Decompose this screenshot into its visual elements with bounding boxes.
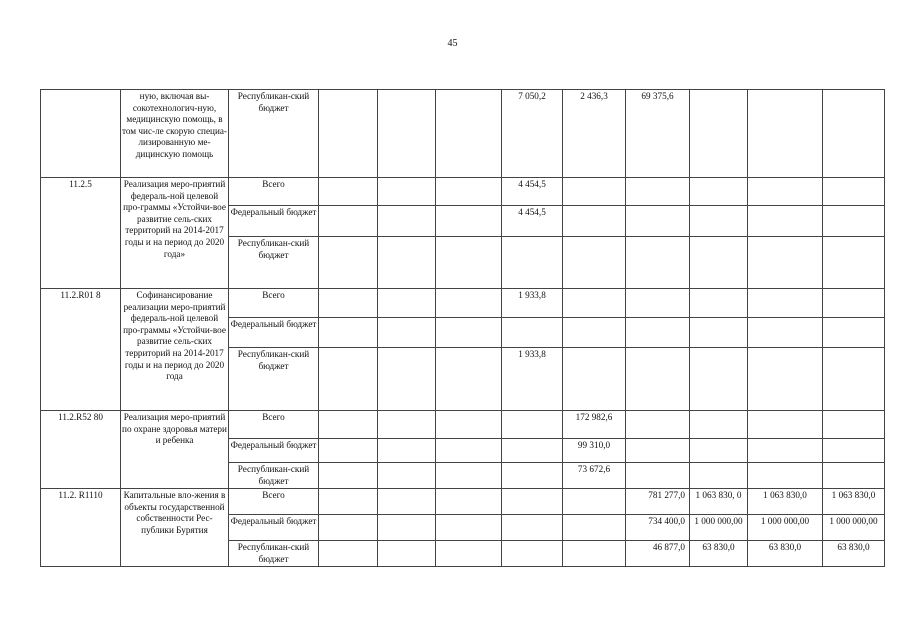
row-source: Республикан-ский бюджет	[229, 348, 319, 411]
row-code: 11.2.R52 80	[41, 411, 121, 489]
table-row	[41, 489, 885, 515]
value-cell: 46 877,0	[626, 541, 690, 567]
value-cell: 63 830,0	[690, 541, 748, 567]
row-source: Федеральный бюджет	[229, 439, 319, 463]
value-cell: 1 933,8	[502, 289, 563, 318]
value-cell: 734 400,0	[626, 515, 690, 541]
row-source: Федеральный бюджет	[229, 515, 319, 541]
value-cell	[502, 237, 563, 289]
value-cell: 99 310,0	[563, 439, 626, 463]
value-cell: 1 000 000,00	[823, 515, 885, 541]
row-source: Всего	[229, 178, 319, 206]
row-name: Реализация меро-приятий федераль-ной целевой про-граммы «Устойчи-вое развитие сель-ских территорий на 2014-2017 годы и на период до 2020 года»	[121, 178, 229, 289]
value-cell: 2 436,3	[563, 90, 626, 178]
value-cell: 63 830,0	[823, 541, 885, 567]
row-source: Федеральный бюджет	[229, 318, 319, 348]
row-source: Федеральный бюджет	[229, 206, 319, 237]
value-cell: 1 063 830,0	[823, 489, 885, 515]
row-code: 11.2. R1110	[41, 489, 121, 567]
value-cell: 69 375,6	[626, 90, 690, 178]
row-source: Республикан-ский бюджет	[229, 237, 319, 289]
value-cell: 1 063 830,0	[748, 489, 823, 515]
row-source: Республикан-ский бюджет	[229, 541, 319, 567]
value-cell: 172 982,6	[563, 411, 626, 439]
page-number: 45	[447, 38, 458, 49]
row-source: Всего	[229, 411, 319, 439]
value-cell: 4 454,5	[502, 178, 563, 206]
row-code	[41, 90, 121, 178]
value-cell: 1 933,8	[502, 348, 563, 411]
row-source: Республикан-ский бюджет	[229, 90, 319, 178]
row-name: Софинансирование реализации меро-приятий федераль-ной целевой про-граммы «Устойчи-вое развитие сель-ских территорий на 2014-2017 годы и на период до 2020 года	[121, 289, 229, 411]
value-cell: 63 830,0	[748, 541, 823, 567]
row-code: 11.2.R01 8	[41, 289, 121, 411]
row-source: Всего	[229, 489, 319, 515]
value-cell	[502, 318, 563, 348]
table-row	[41, 411, 885, 439]
row-source: Республикан-ский бюджет	[229, 463, 319, 489]
value-cell: 4 454,5	[502, 206, 563, 237]
table-row	[41, 90, 885, 178]
value-cell: 73 672,6	[563, 463, 626, 489]
value-cell: 1 063 830, 0	[690, 489, 748, 515]
table-row	[41, 178, 885, 206]
value-cell: 781 277,0	[626, 489, 690, 515]
row-source: Всего	[229, 289, 319, 318]
value-cell: 1 000 000,00	[690, 515, 748, 541]
value-cell: 1 000 000,00	[748, 515, 823, 541]
row-code: 11.2.5	[41, 178, 121, 289]
budget-table	[40, 89, 885, 567]
row-name: Реализация меро-приятий по охране здоровья матери и ребенка	[121, 411, 229, 489]
value-cell: 7 050,2	[502, 90, 563, 178]
row-name: Капитальные вло-жения в объекты государственной собственности Рес-публики Бурятия	[121, 489, 229, 567]
table-row	[41, 289, 885, 318]
row-name: ную, включая вы-сокотехнологич-ную, медицинскую помощь, в том чис-ле скорую специа-лизированную ме-дицинскую помощь	[121, 90, 229, 178]
